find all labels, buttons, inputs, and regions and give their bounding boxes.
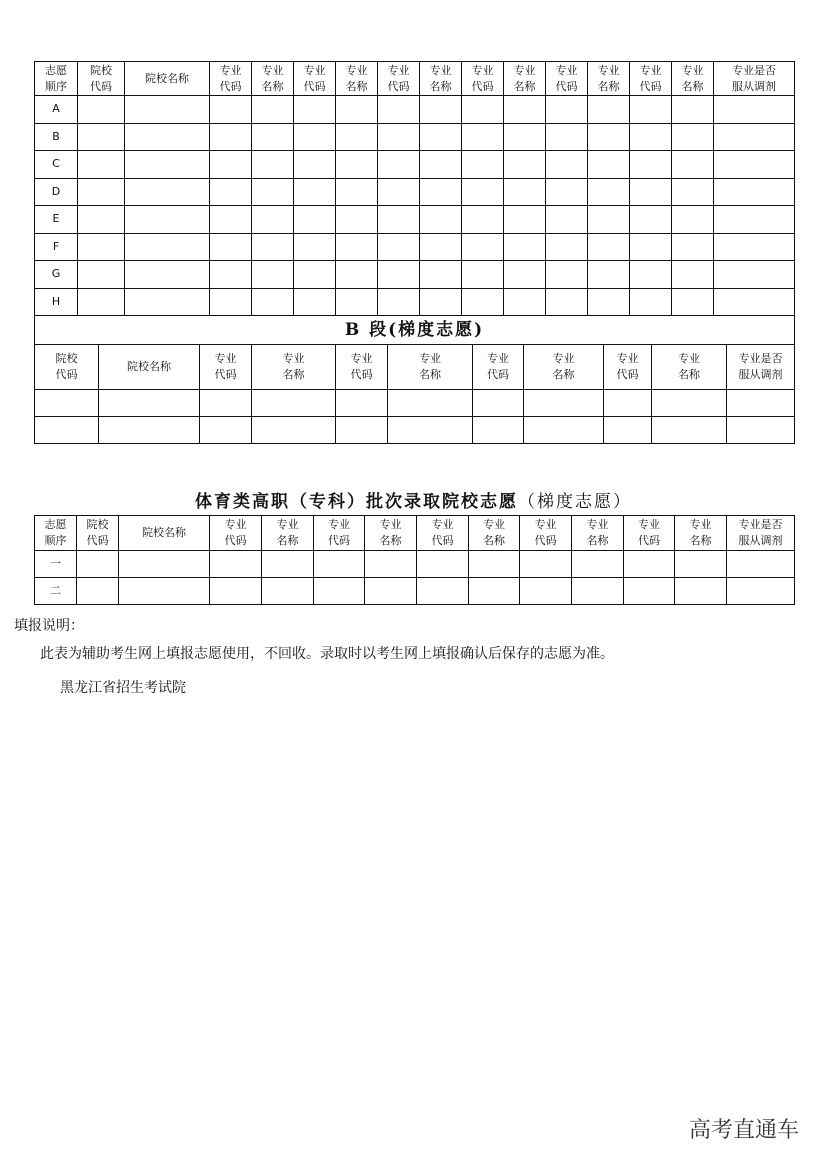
b-section-title-row bbox=[35, 316, 795, 345]
cell[interactable] bbox=[672, 288, 714, 316]
row-label: C bbox=[35, 151, 78, 179]
cell[interactable] bbox=[252, 390, 336, 417]
cell[interactable] bbox=[588, 288, 630, 316]
b-section-title: B 段(梯度志愿) bbox=[35, 316, 795, 345]
cell[interactable] bbox=[210, 551, 262, 578]
cell[interactable] bbox=[504, 123, 546, 151]
cell[interactable] bbox=[572, 551, 624, 578]
sports-title-suffix: （梯度志愿） bbox=[518, 492, 632, 512]
header-cell: 专业 代码 bbox=[604, 345, 652, 390]
cell[interactable] bbox=[78, 178, 125, 206]
cell[interactable] bbox=[672, 233, 714, 261]
cell[interactable] bbox=[336, 178, 378, 206]
table-row bbox=[35, 288, 795, 316]
cell[interactable] bbox=[714, 123, 795, 151]
cell[interactable] bbox=[294, 288, 336, 316]
cell[interactable] bbox=[588, 151, 630, 179]
header-cell: 专业 名称 bbox=[388, 345, 473, 390]
cell[interactable] bbox=[294, 233, 336, 261]
table-row bbox=[35, 417, 795, 444]
cell[interactable] bbox=[125, 288, 210, 316]
cell[interactable] bbox=[35, 390, 99, 417]
cell[interactable] bbox=[336, 288, 378, 316]
cell[interactable] bbox=[462, 151, 504, 179]
cell[interactable] bbox=[630, 123, 672, 151]
cell[interactable] bbox=[262, 551, 314, 578]
cell[interactable] bbox=[378, 288, 420, 316]
header-cell: 专业 代码 bbox=[210, 62, 252, 96]
header-cell: 专业 名称 bbox=[572, 516, 624, 551]
row-label: F bbox=[35, 233, 78, 261]
cell[interactable] bbox=[119, 578, 210, 605]
cell[interactable] bbox=[520, 551, 572, 578]
header-cell: 志愿 顺序 bbox=[35, 516, 77, 551]
cell[interactable] bbox=[462, 96, 504, 124]
cell[interactable] bbox=[125, 123, 210, 151]
cell[interactable] bbox=[77, 578, 119, 605]
cell[interactable] bbox=[210, 123, 252, 151]
cell[interactable] bbox=[727, 551, 795, 578]
cell[interactable] bbox=[210, 206, 252, 234]
header-cell: 专业 代码 bbox=[294, 62, 336, 96]
table-row bbox=[35, 151, 795, 179]
cell[interactable] bbox=[630, 206, 672, 234]
header-cell: 院校名称 bbox=[99, 345, 200, 390]
cell[interactable] bbox=[252, 233, 294, 261]
header-cell: 专业 代码 bbox=[473, 345, 524, 390]
organization-name: 黑龙江省招生考试院 bbox=[60, 680, 186, 696]
cell[interactable] bbox=[252, 288, 294, 316]
watermark: 高考直通车 bbox=[688, 1118, 799, 1143]
cell[interactable] bbox=[336, 151, 378, 179]
notes-title: 填报说明： bbox=[14, 618, 84, 634]
cell[interactable] bbox=[588, 123, 630, 151]
cell[interactable] bbox=[420, 233, 462, 261]
header-cell: 专业 名称 bbox=[588, 62, 630, 96]
cell[interactable] bbox=[294, 96, 336, 124]
header-cell: 专业 名称 bbox=[672, 62, 714, 96]
cell[interactable] bbox=[624, 578, 675, 605]
cell[interactable] bbox=[125, 178, 210, 206]
cell[interactable] bbox=[504, 96, 546, 124]
table-row bbox=[35, 206, 795, 234]
cell[interactable] bbox=[546, 96, 588, 124]
cell[interactable] bbox=[336, 206, 378, 234]
cell[interactable] bbox=[630, 96, 672, 124]
cell[interactable] bbox=[252, 178, 294, 206]
header-cell: 专业 代码 bbox=[630, 62, 672, 96]
header-cell: 专业 名称 bbox=[469, 516, 520, 551]
cell[interactable] bbox=[630, 261, 672, 289]
table-row bbox=[35, 390, 795, 417]
cell[interactable] bbox=[714, 151, 795, 179]
cell[interactable] bbox=[604, 390, 652, 417]
header-cell: 专业 名称 bbox=[524, 345, 604, 390]
cell[interactable] bbox=[420, 151, 462, 179]
cell[interactable] bbox=[78, 123, 125, 151]
cell[interactable] bbox=[210, 178, 252, 206]
header-cell: 专业 代码 bbox=[210, 516, 262, 551]
cell[interactable] bbox=[420, 123, 462, 151]
cell[interactable] bbox=[714, 288, 795, 316]
header-cell: 专业 名称 bbox=[504, 62, 546, 96]
header-cell: 专业 名称 bbox=[652, 345, 727, 390]
cell[interactable] bbox=[336, 123, 378, 151]
cell[interactable] bbox=[672, 206, 714, 234]
header-cell: 专业 代码 bbox=[462, 62, 504, 96]
cell[interactable] bbox=[675, 551, 727, 578]
cell[interactable] bbox=[714, 178, 795, 206]
table-row bbox=[35, 123, 795, 151]
cell[interactable] bbox=[388, 417, 473, 444]
row-label: E bbox=[35, 206, 78, 234]
header-cell: 专业 名称 bbox=[252, 62, 294, 96]
cell[interactable] bbox=[588, 96, 630, 124]
cell[interactable] bbox=[714, 233, 795, 261]
cell[interactable] bbox=[210, 578, 262, 605]
cell[interactable] bbox=[78, 151, 125, 179]
cell[interactable] bbox=[119, 551, 210, 578]
cell[interactable] bbox=[714, 261, 795, 289]
header-cell: 专业 代码 bbox=[378, 62, 420, 96]
cell[interactable] bbox=[630, 233, 672, 261]
cell[interactable] bbox=[714, 96, 795, 124]
table-row bbox=[35, 233, 795, 261]
cell[interactable] bbox=[462, 206, 504, 234]
cell[interactable] bbox=[714, 206, 795, 234]
cell[interactable] bbox=[504, 261, 546, 289]
cell[interactable] bbox=[420, 96, 462, 124]
cell[interactable] bbox=[336, 390, 388, 417]
cell[interactable] bbox=[252, 206, 294, 234]
cell[interactable] bbox=[378, 123, 420, 151]
cell[interactable] bbox=[420, 206, 462, 234]
cell[interactable] bbox=[378, 151, 420, 179]
header-cell: 专业 代码 bbox=[336, 345, 388, 390]
cell[interactable] bbox=[546, 123, 588, 151]
cell[interactable] bbox=[546, 206, 588, 234]
cell[interactable] bbox=[727, 390, 795, 417]
cell[interactable] bbox=[672, 261, 714, 289]
cell[interactable] bbox=[624, 551, 675, 578]
cell[interactable] bbox=[524, 417, 604, 444]
cell[interactable] bbox=[78, 233, 125, 261]
cell[interactable] bbox=[365, 551, 417, 578]
cell[interactable] bbox=[504, 206, 546, 234]
row-label: D bbox=[35, 178, 78, 206]
cell[interactable] bbox=[630, 151, 672, 179]
cell[interactable] bbox=[252, 151, 294, 179]
cell[interactable] bbox=[252, 417, 336, 444]
cell[interactable] bbox=[378, 96, 420, 124]
header-cell: 专业 名称 bbox=[365, 516, 417, 551]
row-label: H bbox=[35, 288, 78, 316]
cell[interactable] bbox=[99, 417, 200, 444]
cell[interactable] bbox=[314, 578, 365, 605]
table-b-header-row bbox=[35, 345, 795, 390]
cell[interactable] bbox=[78, 288, 125, 316]
cell[interactable] bbox=[78, 96, 125, 124]
cell[interactable] bbox=[588, 233, 630, 261]
cell[interactable] bbox=[200, 390, 252, 417]
cell[interactable] bbox=[546, 151, 588, 179]
cell[interactable] bbox=[78, 261, 125, 289]
header-cell: 院校 代码 bbox=[77, 516, 119, 551]
header-cell: 专业 代码 bbox=[417, 516, 469, 551]
volunteer-table-b bbox=[34, 344, 795, 444]
cell[interactable] bbox=[210, 261, 252, 289]
cell[interactable] bbox=[125, 261, 210, 289]
cell[interactable] bbox=[672, 178, 714, 206]
sports-volunteer-table bbox=[34, 515, 795, 605]
cell[interactable] bbox=[378, 178, 420, 206]
cell[interactable] bbox=[504, 288, 546, 316]
header-cell: 专业 名称 bbox=[336, 62, 378, 96]
row-label: 二 bbox=[35, 578, 77, 605]
cell[interactable] bbox=[294, 151, 336, 179]
table-row bbox=[35, 578, 795, 605]
cell[interactable] bbox=[252, 96, 294, 124]
header-cell: 专业 名称 bbox=[675, 516, 727, 551]
cell[interactable] bbox=[78, 206, 125, 234]
cell[interactable] bbox=[420, 261, 462, 289]
cell[interactable] bbox=[604, 417, 652, 444]
header-cell: 专业 代码 bbox=[520, 516, 572, 551]
cell[interactable] bbox=[469, 578, 520, 605]
cell[interactable] bbox=[125, 96, 210, 124]
cell[interactable] bbox=[630, 288, 672, 316]
cell[interactable] bbox=[336, 261, 378, 289]
cell[interactable] bbox=[99, 390, 200, 417]
cell[interactable] bbox=[588, 178, 630, 206]
cell[interactable] bbox=[125, 151, 210, 179]
row-label: A bbox=[35, 96, 78, 124]
cell[interactable] bbox=[672, 96, 714, 124]
cell[interactable] bbox=[572, 578, 624, 605]
cell[interactable] bbox=[524, 390, 604, 417]
cell[interactable] bbox=[388, 390, 473, 417]
cell[interactable] bbox=[546, 233, 588, 261]
cell[interactable] bbox=[77, 551, 119, 578]
cell[interactable] bbox=[672, 151, 714, 179]
sports-title-main: 体育类高职（专科）批次录取院校志愿 bbox=[195, 492, 518, 512]
cell[interactable] bbox=[504, 178, 546, 206]
cell[interactable] bbox=[378, 233, 420, 261]
cell[interactable] bbox=[588, 206, 630, 234]
header-cell: 志愿 顺序 bbox=[35, 62, 78, 96]
header-cell: 专业是否 服从调剂 bbox=[727, 345, 795, 390]
cell[interactable] bbox=[35, 417, 99, 444]
header-cell: 专业 代码 bbox=[200, 345, 252, 390]
cell[interactable] bbox=[336, 417, 388, 444]
table-row bbox=[35, 178, 795, 206]
cell[interactable] bbox=[652, 417, 727, 444]
cell[interactable] bbox=[473, 390, 524, 417]
cell[interactable] bbox=[417, 551, 469, 578]
header-cell: 专业 名称 bbox=[262, 516, 314, 551]
cell[interactable] bbox=[462, 233, 504, 261]
cell[interactable] bbox=[652, 390, 727, 417]
cell[interactable] bbox=[546, 178, 588, 206]
header-cell: 专业 代码 bbox=[314, 516, 365, 551]
cell[interactable] bbox=[727, 417, 795, 444]
cell[interactable] bbox=[417, 578, 469, 605]
header-cell: 专业 代码 bbox=[546, 62, 588, 96]
row-label: B bbox=[35, 123, 78, 151]
cell[interactable] bbox=[520, 578, 572, 605]
cell[interactable] bbox=[125, 206, 210, 234]
header-cell: 院校 代码 bbox=[35, 345, 99, 390]
cell[interactable] bbox=[546, 288, 588, 316]
header-cell: 院校名称 bbox=[125, 62, 210, 96]
table-row bbox=[35, 551, 795, 578]
cell[interactable] bbox=[462, 288, 504, 316]
cell[interactable] bbox=[125, 233, 210, 261]
cell[interactable] bbox=[294, 261, 336, 289]
cell[interactable] bbox=[462, 178, 504, 206]
cell[interactable] bbox=[727, 578, 795, 605]
cell[interactable] bbox=[630, 178, 672, 206]
cell[interactable] bbox=[378, 206, 420, 234]
cell[interactable] bbox=[294, 123, 336, 151]
cell[interactable] bbox=[336, 233, 378, 261]
cell[interactable] bbox=[210, 96, 252, 124]
cell[interactable] bbox=[262, 578, 314, 605]
table-row bbox=[35, 261, 795, 289]
sports-table-header-row bbox=[35, 516, 795, 551]
table-row bbox=[35, 96, 795, 124]
cell[interactable] bbox=[365, 578, 417, 605]
cell[interactable] bbox=[294, 178, 336, 206]
row-label: G bbox=[35, 261, 78, 289]
cell[interactable] bbox=[314, 551, 365, 578]
cell[interactable] bbox=[504, 151, 546, 179]
cell[interactable] bbox=[210, 233, 252, 261]
header-cell: 专业是否 服从调剂 bbox=[727, 516, 795, 551]
cell[interactable] bbox=[546, 261, 588, 289]
cell[interactable] bbox=[210, 151, 252, 179]
cell[interactable] bbox=[588, 261, 630, 289]
header-cell: 专业是否 服从调剂 bbox=[714, 62, 795, 96]
cell[interactable] bbox=[336, 96, 378, 124]
cell[interactable] bbox=[469, 551, 520, 578]
row-label: 一 bbox=[35, 551, 77, 578]
cell[interactable] bbox=[672, 123, 714, 151]
cell[interactable] bbox=[504, 233, 546, 261]
cell[interactable] bbox=[200, 417, 252, 444]
cell[interactable] bbox=[473, 417, 524, 444]
table-a-header-row bbox=[35, 62, 795, 96]
header-cell: 专业 代码 bbox=[624, 516, 675, 551]
cell[interactable] bbox=[252, 123, 294, 151]
cell[interactable] bbox=[252, 261, 294, 289]
cell[interactable] bbox=[294, 206, 336, 234]
header-cell: 专业 名称 bbox=[420, 62, 462, 96]
header-cell: 院校 代码 bbox=[78, 62, 125, 96]
cell[interactable] bbox=[462, 123, 504, 151]
cell[interactable] bbox=[420, 178, 462, 206]
notes-body: 此表为辅助考生网上填报志愿使用，不回收。录取时以考生网上填报确认后保存的志愿为准。 bbox=[40, 646, 614, 662]
cell[interactable] bbox=[675, 578, 727, 605]
cell[interactable] bbox=[420, 288, 462, 316]
header-cell: 院校名称 bbox=[119, 516, 210, 551]
cell[interactable] bbox=[462, 261, 504, 289]
cell[interactable] bbox=[210, 288, 252, 316]
cell[interactable] bbox=[378, 261, 420, 289]
volunteer-table-a bbox=[34, 61, 795, 345]
header-cell: 专业 名称 bbox=[252, 345, 336, 390]
sports-section-title bbox=[0, 487, 827, 512]
